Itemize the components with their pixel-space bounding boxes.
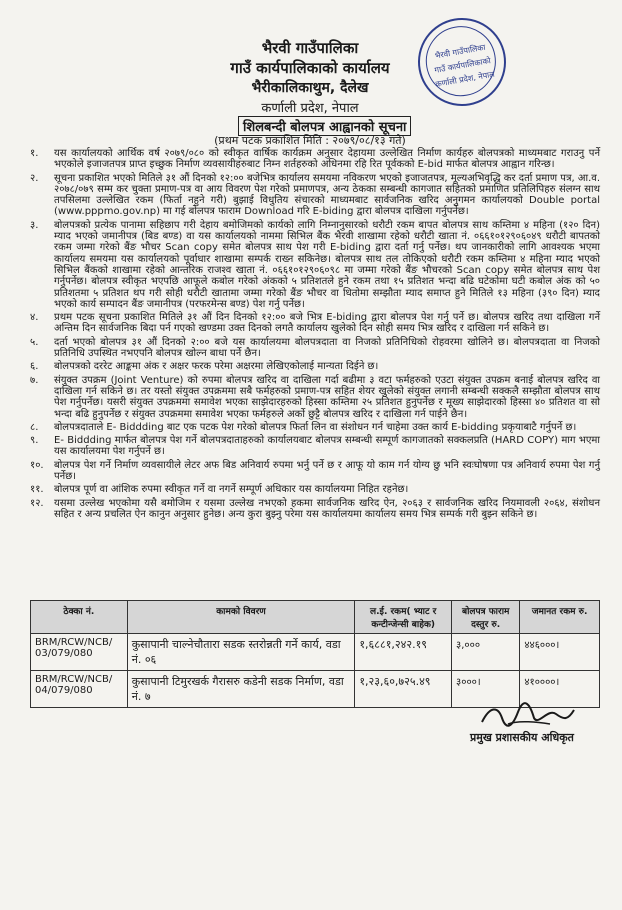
col-estimate-amount: ल.ई. रकम( भ्याट र कन्टीन्जेन्सी बाहेक) [355, 601, 452, 634]
clause-text: संयुक्त उपक्रम (Joint Venture) को रुपमा बोलपत्र खरिद वा दाखिला गर्दा बढीमा ३ वटा फर्महरुको एउटा संयुक्त उपक्रम बनाई बोलपत्र खरिद वा दाखिला गर्न सकिने छ। तर यस्तो संयुक्त उपक्रममा सबै फर्महरुको प्रमाण-पत्र सहित शेयर खुलेको संयुक्त लगानी सम्बन्धी सक्कलै सम्झौता बोलपत्र साथ पेश गर्नुपर्नेछ। यसरी संयुक्त उपक्रममा समावेश भएका साझेदारहरुको हिस्सा कम्तिमा २५ प्रतिशत हुनुपर्नेछ र मूख्य साझेदारको हिस्सा ४० प्रतिशत वा सो भन्दा बढि हुनुपर्नेछ र संयुक्त उपक्रममा समावेश भएका फर्महरुले अर्को छुट्टै बोलपत्र खरिद र दाखिला गर्न पाईने छैन। [54, 374, 600, 420]
clause-6 [30, 361, 600, 372]
clause-5 [30, 337, 600, 360]
clause-text: बोलपत्रदाताले E- Biddding बाट एक पटक पेश गरेको बोलपत्र फिर्ता लिन वा संशोधन गर्न चाहेमा उक्त कार्य E-bidding प्रकृयाबाटै गर्नुपर्ने छ। [54, 421, 577, 433]
clause-text: प्रथम पटक सूचना प्रकाशित मितिले ३१ औं दिन दिनको १२:०० बजे भित्र E-biding द्वारा बोलपत्र पेश गर्नु पर्ने छ। बोलपत्र खरिद तथा दाखिला गर्ने अन्तिम दिन सार्वजनिक बिदा पर्न गएको खण्डमा उक्त दिनको लगतै कार्यालय खुलेको दिन सोही समय भित्र खरिद र दाखिला गर्न सकिने छ। [54, 312, 600, 335]
clause-number: ३. [30, 219, 39, 231]
clause-4 [30, 312, 600, 335]
clause-text: बोलपत्र पूर्ण वा आंशिक रुपमा स्वीकृत गर्ने वा नगर्ने सम्पूर्ण अधिकार यस कार्यालयमा निहित रहनेछ। [54, 484, 409, 496]
clause-7 [30, 375, 600, 420]
signatory-title: प्रमुख प्रशासकीय अधिकृत [470, 731, 574, 744]
clause-number: ६. [30, 361, 39, 373]
clause-number: ८. [30, 421, 39, 433]
cell-work-description: कुसापानी टिमुरखर्क गैरासरु कडेनी सडक निर्माण, वडा नं. ७ [127, 671, 355, 708]
handwritten-signature [478, 700, 578, 730]
col-work-description: कामको विवरण [127, 601, 355, 634]
clause-number: ९. [30, 435, 39, 447]
clause-1 [30, 148, 600, 171]
cell-bid-security: ४४६०००। [520, 634, 600, 671]
clause-number: १. [30, 148, 39, 159]
cell-work-description: कुसापानी चाल्नेचौतारा सडक स्तरोन्नती गर्ने कार्य, वडा नं. ०६ [127, 634, 355, 671]
clause-text: सूचना प्रकाशित भएको मितिले ३१ औं दिनको १२:०० बजेभित्र कार्यालय समयमा नविकरण भएको इजाजतपत्र, मूल्यअभिवृद्धि कर दर्ता प्रमाण पत्र, आ.व. २०७८/०७९ सम्म कर चुक्ता प्रमाण-पत्र वा आय विवरण पेश गरेको प्रमाणपत्र, अन्य ठेकका सम्बन्धी कागजात सहितको प्रमाणित प्रतिलिपिहरु संलग्न साथ तपसिलमा उल्लेखित रकम (फिर्ता नहुने गरी) बुझाई विधुतिय संचारको माध्यमबाट सार्वजनिक खरिद अनुगमन कार्यालयको Double portal (www.pppmo.gov.np) मा गई बोलपत्र फाराम Download गरि E-biding द्वारा बोलपत्र दाखिला गर्नुपर्नेछ। [54, 172, 600, 218]
clause-number: ५. [30, 336, 39, 348]
notice-title: शिलबन्दी बोलपत्र आह्वानको सूचना [238, 116, 411, 136]
cell-estimate-amount: १,६८८१,२४२.१९ [355, 634, 452, 671]
cell-estimate-amount: १,२३,६०,७२५.४९ [355, 671, 452, 708]
notice-publish-date: (प्रथम पटक प्रकाशित मिति : २०७९/०८/१३ गते) [214, 134, 406, 147]
table-header-row [31, 601, 600, 634]
clause-text: बोलपत्र पेश गर्ने निर्माण व्यवसायीले लेटर अफ बिड अनिवार्य रुपमा भर्नु पर्ने छ र आफू यो काम गर्न योग्य छु भनि स्वःघोषणा पत्र अनिवार्य रुपमा पेश गर्नु पर्नेछ। [54, 459, 600, 483]
clause-text: E- Biddding मार्फत बोलपत्र पेश गर्ने बोलपत्रदाताहरुको कार्यालयबाट बोलपत्र सम्बन्धी सम्पूर्ण कागजातको सक्कलप्रति (HARD COPY) माग भएमा यस कार्यालयमा पेश गर्नुपर्ने छ। [54, 435, 600, 458]
clause-12 [30, 498, 600, 521]
contracts-table [30, 600, 600, 708]
office-subtitle: गाउँ कार्यपालिकाको कार्यालय [230, 59, 390, 77]
clause-text: बोलपत्रको दररेट आङ्कमा अंक र अक्षर फरक परेमा अक्षरमा लेखिएकोलाई मान्यता दिईने छ। [54, 361, 379, 373]
clause-11 [30, 484, 600, 495]
clause-number: १२. [30, 497, 44, 509]
clause-10 [30, 460, 600, 483]
cell-contract-no: BRM/RCW/NCB/ 03/079/080 [31, 634, 128, 671]
clause-number: ४. [30, 312, 39, 324]
clause-text: यस कार्यालयको आर्थिक वर्ष २०७९/०८० को स्वीकृत वार्षिक कार्यक्रम अनुसार देहायमा उल्लेखित निर्माण कार्यहरु बोलपत्रको माध्यमबाट गराउनु पर्ने भएकोले इजाजतपत्र प्राप्त इच्छुक निर्माण व्यवसायीहरुबाट निम्न शर्तहरुको अधिनमा रहि रित पूर्वकको E-bid मार्फत बोलपत्र आह्वान गरिन्छ। [54, 148, 600, 171]
clause-text: यसमा उल्लेख भएकोमा यसै बमोजिम र यसमा उल्लेख नभएको हकमा सार्वजनिक खरिद ऐन, २०६३ र सार्वजनिक खरिद नियमावली २०६४, संशोधन सहित र अन्य प्रचलित ऐन कानुन अनुसार हुनेछ। अन्य कुरा बुझ्नु परेमा यस कार्यालयमा कार्यालय समय भित्र सम्पर्क गरी बुझ्न सकिने छ। [54, 497, 600, 520]
clause-text: दर्ता भएको बोलपत्र ३१ औं दिनको २:०० बजे यस कार्यालयमा बोलपत्रदाता वा निजको प्रतिनिधिको रोहवरमा खोलिने छ। बोलपत्रदाता वा निजको प्रतिनिधि उपस्थित नभएपनि बोलपत्र खोल्न बाधा पर्ने छैन। [54, 336, 600, 360]
col-bid-security: जमानत रकम रु. [520, 601, 600, 634]
seal-line-1: भैरवी गाउँपालिका [434, 42, 487, 61]
col-contract-no: ठेक्का नं. [31, 601, 128, 634]
clause-3 [30, 220, 600, 310]
clause-number: १०. [30, 459, 44, 471]
office-address: भैरीकालिकाथुम, दैलेख [251, 80, 369, 96]
cell-form-fee: ३,००० [452, 634, 520, 671]
clause-8 [30, 422, 600, 433]
clause-2 [30, 173, 600, 218]
clause-9 [30, 435, 600, 458]
notice-clauses [30, 148, 600, 522]
office-name: भैरवी गाउँपालिका [261, 39, 359, 57]
seal-line-3: कर्णाली प्रदेश, नेपाल [434, 69, 496, 89]
cell-contract-no: BRM/RCW/NCB/ 04/079/080 [31, 671, 128, 708]
clause-text: बोलपत्रको प्रत्येक पानामा सहिछाप गरी देहाय बमोजिमको कार्यको लागि निम्नानुसारको धरौटी रकम बापत बोलपत्र साथ कम्तिमा ४ महिना (१२० दिन) म्याद भएको जमानीपत्र (बिड बण्ड) वा यस कार्यालयको नाममा सिभिल बैंक भैरवी शाखामा रहेको धरौटी खाता नं. ०६६१०१२९०६०४९ धरौटी बापतको रकम जम्मा गरेको बैंङ भौचर Scan copy समेत बोलपत्र साथ पेश गरी E-biding द्वारा दर्ता गर्नु पर्नेछ। थप जानकारीको लागि आवश्यक भएमा कार्यालय समयमा यस कार्यालयको पूर्वाधार शाखामा सम्पर्क राख्न सकिनेछ। बोलपत्र साथ तल तोकिएको धरौटी रकम कम्तिमा ४ महिना म्याद भएको सिभिल बैंकको शाखामा रहेको आन्तरिक राजश्व खाता नं. ०६६१०१२९०६०९८ मा जम्मा गरेको बैंङ भौचरको Scan copy समेत बोलपत्र साथ पेश गर्नुपर्नेछ। बोलपत्र स्वीकृत भएपछि आफूले कबोल गरेको अंकको ५ प्रतिशतले हुने रकम तथा १५ प्रतिशत भन्दा बढि घटेकोमा घटी कबोल अंक को ५० प्रतिशतमा ५ प्रतिशत थप गरी सोही धरौटी खातामा जम्मा गरेको बैंङ भौचर वा धितोमा सम्झौता म्याद समाप्त हुने मितिले १३ महिना (३९० दिन) म्याद भएको कार्य सम्पादन बैंङ जमानीपत्र (परफरमेन्स बण्ड) पेश गर्नु पर्नेछ। [54, 219, 600, 310]
clause-number: ७. [30, 374, 39, 386]
cell-form-fee: ३०००। [452, 671, 520, 708]
office-province: कर्णाली प्रदेश, नेपाल [261, 101, 359, 116]
clause-number: २. [30, 172, 39, 184]
col-form-fee: बोलपत्र फाराम दस्तुर रु. [452, 601, 520, 634]
seal-line-2: गाउँ कार्यपालिकाको [433, 56, 492, 75]
cell-bid-security: ४१००००। [520, 671, 600, 708]
clause-number: ११. [30, 484, 44, 496]
table-row [31, 634, 600, 671]
